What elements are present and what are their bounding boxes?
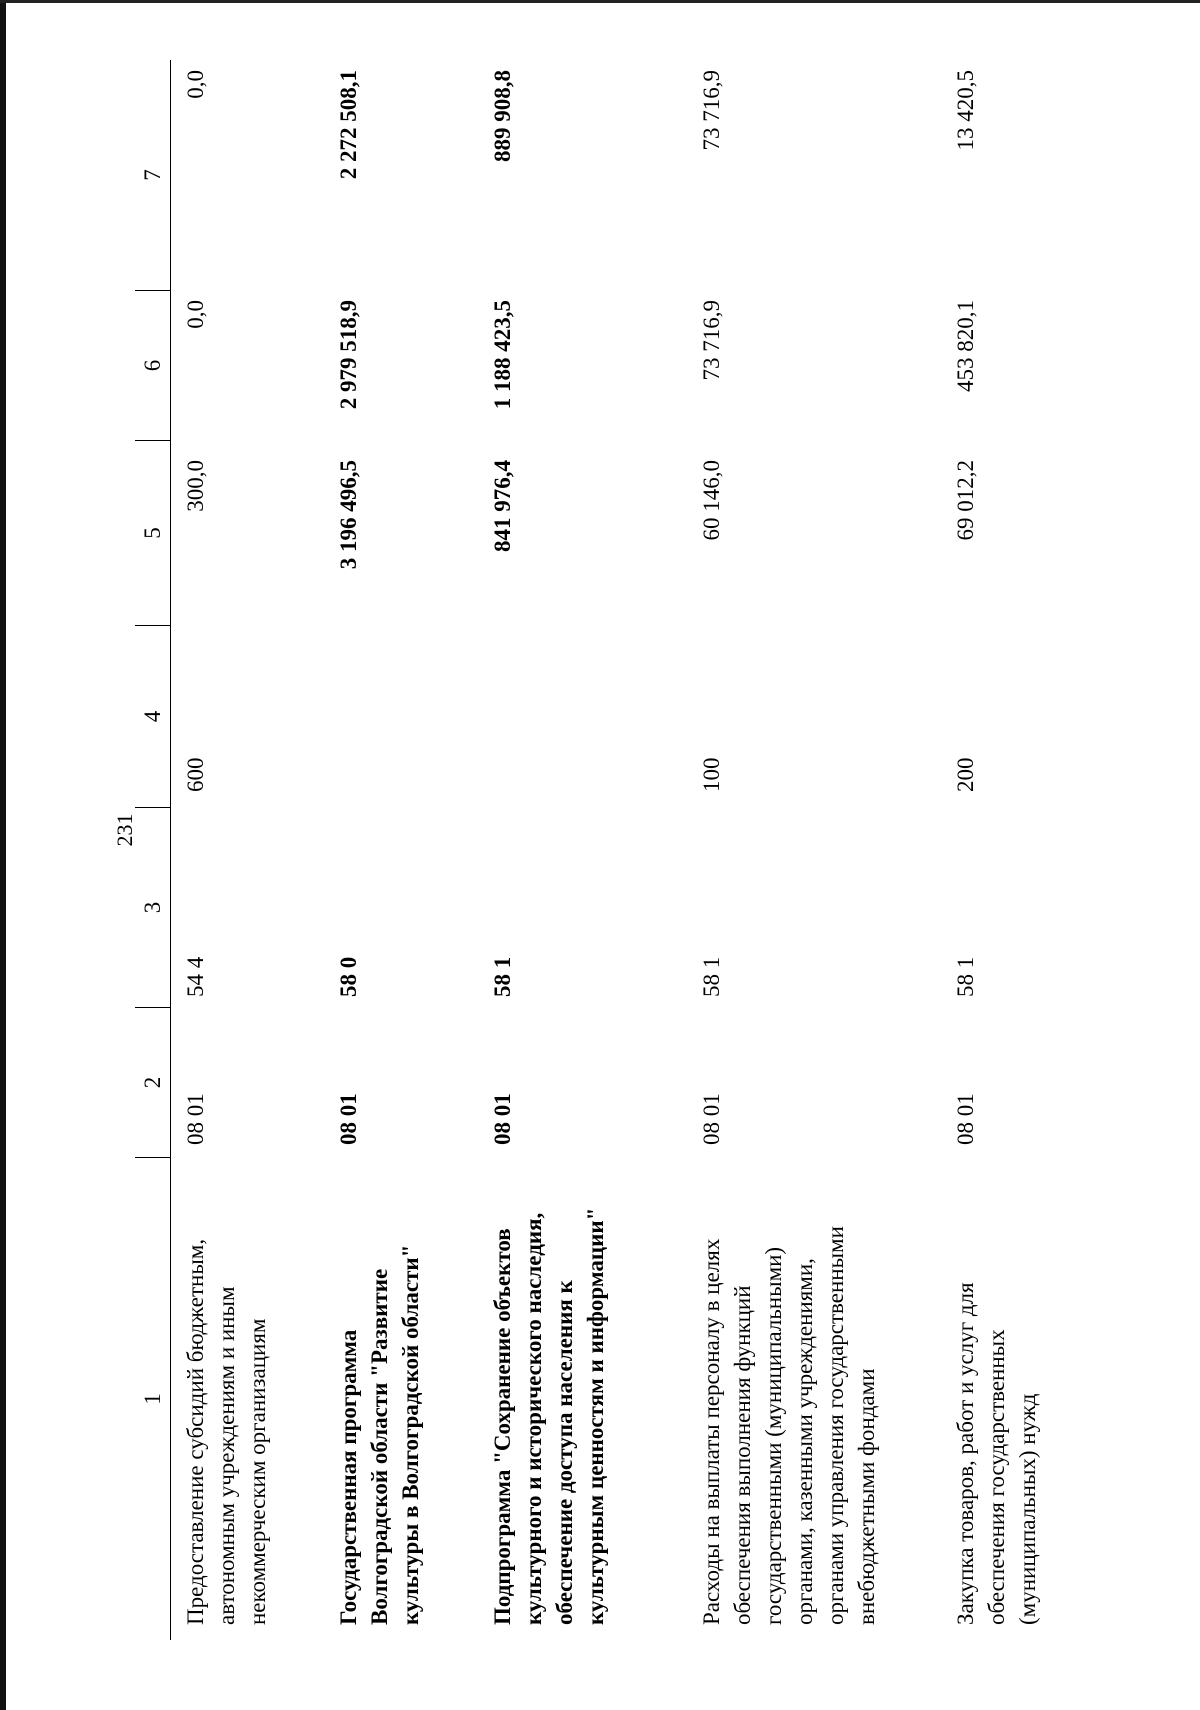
row-col6: 2 979 518,9 bbox=[336, 300, 361, 410]
header-col-2: 2 bbox=[135, 1007, 170, 1157]
row-expense-type: 600 bbox=[183, 757, 208, 792]
budget-table bbox=[135, 60, 1135, 1640]
row-program: 58 1 bbox=[490, 956, 515, 997]
row-col5: 69 012,2 bbox=[953, 460, 978, 541]
row-program: 58 1 bbox=[953, 956, 978, 997]
row-col7: 889 908,8 bbox=[490, 70, 515, 162]
row-section: 08 01 bbox=[699, 1093, 724, 1145]
header-col-6: 6 bbox=[135, 290, 170, 440]
row-col5: 3 196 496,5 bbox=[336, 460, 361, 570]
row-col7: 0,0 bbox=[183, 70, 208, 99]
table-header-row bbox=[135, 60, 171, 1640]
row-program: 58 1 bbox=[699, 956, 724, 997]
row-col5: 841 976,4 bbox=[490, 460, 515, 552]
row-col6: 0,0 bbox=[183, 300, 208, 329]
row-col7: 2 272 508,1 bbox=[336, 70, 361, 180]
header-col-5: 5 bbox=[135, 440, 170, 625]
header-col-1: 1 bbox=[135, 1157, 170, 1640]
row-col7: 73 716,9 bbox=[699, 70, 724, 151]
row-section: 08 01 bbox=[183, 1093, 208, 1145]
page-number: 231 bbox=[112, 813, 137, 847]
row-program: 54 4 bbox=[183, 956, 208, 997]
row-name: Предоставление субсидий бюджетным, автономным учреждениям и иным некоммерческим организациям bbox=[183, 1238, 270, 1625]
row-name: Подпрограмма "Сохранение объектов культурного и исторического наследия, обеспечение доступа населения к культурным ценностям и информации" bbox=[490, 1207, 608, 1625]
scan-edge-left bbox=[0, 0, 6, 1710]
row-col7: 13 420,5 bbox=[953, 70, 978, 151]
header-col-7: 7 bbox=[140, 169, 165, 181]
row-section: 08 01 bbox=[953, 1093, 978, 1145]
row-name: Расходы на выплаты персоналу в целях обеспечения выполнения функций государственными (муниципальными) органами, казенными учреждениями, органами управления государственными внебюджетными фондами bbox=[699, 1226, 879, 1625]
row-expense-type: 100 bbox=[699, 757, 724, 792]
row-col6: 73 716,9 bbox=[699, 300, 724, 381]
row-col5: 300,0 bbox=[183, 460, 208, 512]
row-col6: 453 820,1 bbox=[953, 300, 978, 392]
row-name: Закупка товаров, работ и услуг для обеспечения государственных (муниципальных) нужд bbox=[953, 1282, 1040, 1625]
row-name: Государственная программа Волгоградской области "Развитие культуры в Волгоградской области" bbox=[336, 1244, 423, 1625]
scan-edge-top bbox=[0, 0, 1200, 3]
row-col5: 60 146,0 bbox=[699, 460, 724, 541]
header-col-3: 3 bbox=[135, 807, 170, 1007]
row-section: 08 01 bbox=[336, 1093, 361, 1145]
row-section: 08 01 bbox=[490, 1093, 515, 1145]
header-col-4: 4 bbox=[135, 625, 170, 807]
row-col6: 1 188 423,5 bbox=[490, 300, 515, 410]
row-expense-type: 200 bbox=[953, 757, 978, 792]
row-program: 58 0 bbox=[336, 956, 361, 997]
